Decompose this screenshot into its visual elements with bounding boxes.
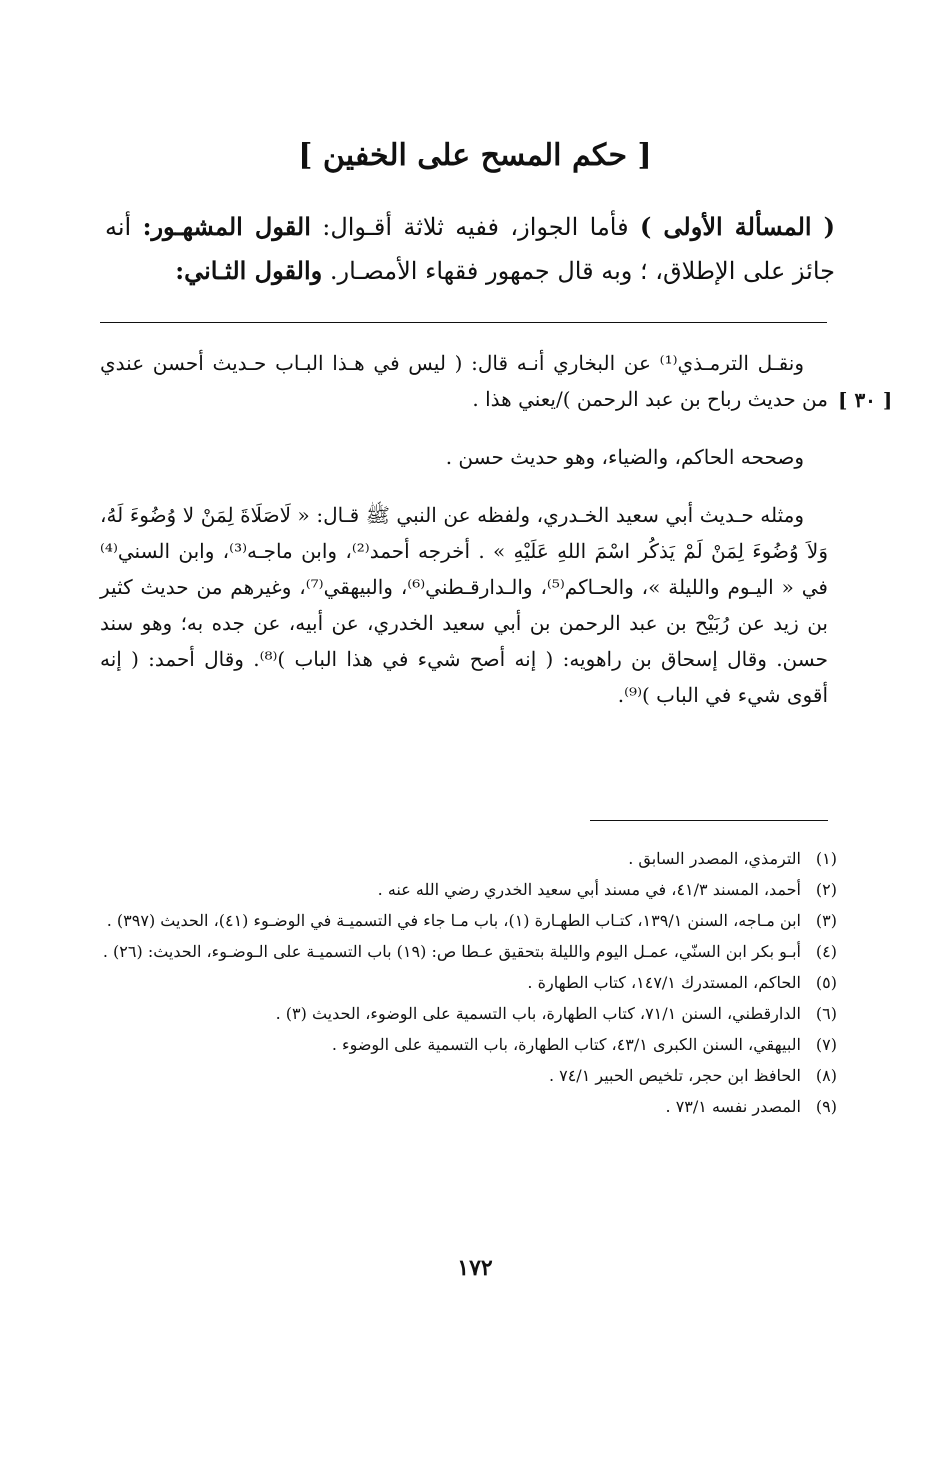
footnote bbox=[100, 1091, 837, 1122]
commentary-paragraph-2: وصححه الحاكم، والضياء، وهو حديث حسن . bbox=[445, 445, 804, 469]
margin-page-marker: [ ٣٠ ] bbox=[838, 388, 893, 412]
footnote bbox=[100, 874, 837, 905]
second-view-label: والقول الثـاني: bbox=[175, 256, 323, 285]
main-paragraph bbox=[105, 205, 835, 293]
footnote-text: أبـو بكر ابن السنّي، عمـل اليوم والليلة بتحقيق عـطا ص: (١٩) باب التسميـة على الـوضـوء، الحديث: (٢٦) . bbox=[102, 942, 801, 961]
footnote bbox=[100, 1029, 837, 1060]
main-segment-1: فأما الجواز، ففيه ثلاثة أقـوال: bbox=[310, 213, 640, 241]
commentary-paragraph-1: ونقـل الترمـذي⁽¹⁾ عن البخاري أنـه قال: ( ليس في هـذا البـاب حـديث أحسن عندي من حديث رباح بن عبد الرحمن )/يعني هذا . bbox=[100, 351, 828, 411]
footnote-number: (٩) bbox=[815, 1097, 837, 1116]
footnote-text: الحاكم، المستدرك ١٤٧/١، كتاب الطهارة . bbox=[527, 973, 801, 992]
footnote-number: (٤) bbox=[815, 942, 837, 961]
footnote-text: الدارقطني، السنن ٧١/١، كتاب الطهارة، باب التسمية على الوضوء، الحديث (٣) . bbox=[275, 1004, 801, 1023]
footnote bbox=[100, 843, 837, 874]
commentary-paragraph-3: ومثله حـديث أبي سعيد الخـدري، ولفظه عن النبي ﷺ قـال: « لَاصَلَاةَ لِمَنْ لا وُضُوءَ لَهُ، وَلاَ وُضُوءَ لِمَنْ لَمْ يَذكُر اسْمَ اللهِ عَلَيْهِ » . أخرجه أحمد⁽²⁾، وابن ماجـه⁽³⁾، وابن السني⁽⁴⁾ في « اليـوم والليلة »، والحـاكم⁽⁵⁾، والـدارقـطني⁽⁶⁾، والبيهقي⁽⁷⁾، وغيرهم من حديث كثير بن زيد عن رُبَيْح بن عبد الرحمن بن أبي سعيد الخدري، عن أبيه، عن جده به؛ وهو سند حسن. وقال إسحاق بن راهويه: ( إنه أصح شيء في هذا الباب )⁽⁸⁾. وقال أحمد: ( إنه أقوى شيء في الباب )⁽⁹⁾. bbox=[100, 503, 829, 707]
footnote-number: (٥) bbox=[815, 973, 837, 992]
footnote-text: الترمذي، المصدر السابق . bbox=[628, 849, 801, 868]
footnote-number: (٦) bbox=[815, 1004, 837, 1023]
first-view-label: القول المشهـور: bbox=[142, 212, 311, 241]
issue-label: ( المسألة الأولى ) bbox=[639, 212, 835, 241]
commentary-block bbox=[100, 345, 828, 713]
main-segment-2: أنه جائز على الإطلاق، ؛ وبه قال جمهور فقهاء الأمصـار. bbox=[105, 213, 835, 285]
footnote-number: (٨) bbox=[815, 1066, 837, 1085]
footnote bbox=[100, 936, 837, 967]
footnote-text: المصدر نفسه ٧٣/١ . bbox=[665, 1097, 801, 1116]
footnote-number: (١) bbox=[815, 849, 837, 868]
footnote bbox=[100, 1060, 837, 1091]
footnote bbox=[100, 998, 837, 1029]
footnote-text: ابن مـاجه، السنن ١٣٩/١، كتـاب الطهـارة (١)، باب مـا جاء في التسميـة في الوضـوء (٤١)، الحديث (٣٩٧) . bbox=[106, 911, 801, 930]
footnote-text: أحمد، المسند ٤١/٣، في مسند أبي سعيد الخدري رضي الله عنه . bbox=[377, 880, 801, 899]
footnote-number: (٢) bbox=[815, 880, 837, 899]
footnote bbox=[100, 905, 837, 936]
footnote-text: البيهقي، السنن الكبرى ٤٣/١، كتاب الطهارة، باب التسمية على الوضوء . bbox=[331, 1035, 801, 1054]
footnote-number: (٣) bbox=[815, 911, 837, 930]
main-divider bbox=[100, 322, 827, 323]
footnote-number: (٧) bbox=[815, 1035, 837, 1054]
footnote bbox=[100, 967, 837, 998]
footnotes-list bbox=[100, 843, 837, 1122]
footnote-text: الحافظ ابن حجر، تلخيص الحبير ٧٤/١ . bbox=[548, 1066, 801, 1085]
page-number: ١٧٢ bbox=[457, 1255, 493, 1281]
footnote-divider bbox=[590, 820, 828, 821]
section-title: [ حكم المسح على الخفين ] bbox=[298, 138, 652, 173]
